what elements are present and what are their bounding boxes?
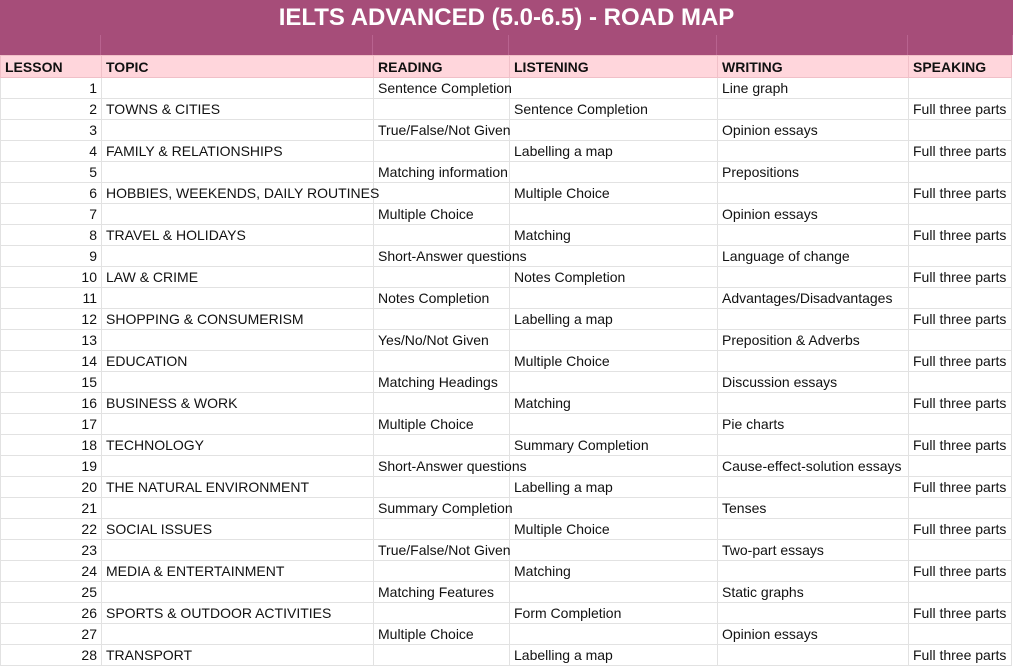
lesson-cell[interactable]: 15 [1,372,102,393]
listening-cell[interactable]: Matching [510,393,718,414]
writing-cell[interactable]: Opinion essays [718,120,909,141]
lesson-cell[interactable]: 19 [1,456,102,477]
band-cell[interactable] [373,35,509,55]
header-speaking[interactable]: SPEAKING [909,56,1012,78]
table-row [1,372,1012,393]
writing-cell[interactable] [718,561,909,582]
table-row [1,267,1012,288]
listening-cell[interactable]: Matching [510,561,718,582]
speaking-cell[interactable] [909,288,1012,309]
topic-cell[interactable]: TRANSPORT [102,645,374,666]
table-row [1,141,1012,162]
lesson-cell[interactable]: 17 [1,414,102,435]
topic-cell[interactable]: SPORTS & OUTDOOR ACTIVITIES [102,603,374,624]
band-cell[interactable] [908,35,1013,55]
speaking-cell[interactable] [909,540,1012,561]
topic-cell[interactable] [102,120,374,141]
topic-cell[interactable] [102,246,374,267]
speaking-cell[interactable]: Full three parts [909,141,1012,162]
table-row [1,435,1012,456]
lesson-cell[interactable]: 23 [1,540,102,561]
reading-cell[interactable]: True/False/Not Given [374,120,510,141]
listening-cell[interactable]: Form Completion [510,603,718,624]
speaking-cell[interactable] [909,78,1012,99]
table-row [1,78,1012,99]
reading-cell[interactable]: Short-Answer questions [374,456,510,477]
lesson-cell[interactable]: 25 [1,582,102,603]
lesson-cell[interactable]: 11 [1,288,102,309]
table-row [1,603,1012,624]
speaking-cell[interactable]: Full three parts [909,477,1012,498]
lesson-cell[interactable]: 6 [1,183,102,204]
lesson-cell[interactable]: 14 [1,351,102,372]
lesson-cell[interactable]: 9 [1,246,102,267]
listening-cell[interactable]: Labelling a map [510,645,718,666]
band-cell[interactable] [717,35,908,55]
table-row [1,540,1012,561]
reading-cell[interactable]: Summary Completion [374,498,510,519]
table-row [1,477,1012,498]
speaking-cell[interactable] [909,372,1012,393]
topic-cell[interactable]: SHOPPING & CONSUMERISM [102,309,374,330]
header-writing[interactable]: WRITING [718,56,909,78]
speaking-cell[interactable] [909,204,1012,225]
reading-cell[interactable]: Short-Answer questions [374,246,510,267]
lesson-cell[interactable]: 1 [1,78,102,99]
listening-cell[interactable] [510,540,718,561]
listening-cell[interactable] [510,330,718,351]
table-row [1,561,1012,582]
header-topic[interactable]: TOPIC [102,56,374,78]
table-row [1,288,1012,309]
topic-cell[interactable] [102,540,374,561]
reading-cell[interactable] [374,225,510,246]
lesson-cell[interactable]: 28 [1,645,102,666]
listening-cell[interactable]: Notes Completion [510,267,718,288]
topic-cell[interactable]: EDUCATION [102,351,374,372]
band-cell[interactable] [0,35,101,55]
listening-cell[interactable] [510,78,718,99]
writing-cell[interactable] [718,183,909,204]
lesson-cell[interactable]: 7 [1,204,102,225]
speaking-cell[interactable]: Full three parts [909,603,1012,624]
reading-cell[interactable] [374,435,510,456]
lesson-cell[interactable]: 22 [1,519,102,540]
topic-cell[interactable] [102,372,374,393]
writing-cell[interactable] [718,309,909,330]
table-row [1,204,1012,225]
lesson-cell[interactable]: 5 [1,162,102,183]
writing-cell[interactable] [718,603,909,624]
band-cell[interactable] [101,35,373,55]
topic-cell[interactable]: HOBBIES, WEEKENDS, DAILY ROUTINES [102,183,374,204]
reading-cell[interactable]: Sentence Completion [374,78,510,99]
speaking-cell[interactable]: Full three parts [909,435,1012,456]
writing-cell[interactable] [718,351,909,372]
reading-cell[interactable] [374,561,510,582]
speaking-cell[interactable]: Full three parts [909,183,1012,204]
reading-cell[interactable] [374,393,510,414]
reading-cell[interactable]: Notes Completion [374,288,510,309]
table-row [1,456,1012,477]
topic-cell[interactable] [102,414,374,435]
roadmap-table [0,55,1012,666]
table-row [1,330,1012,351]
writing-cell[interactable]: Opinion essays [718,204,909,225]
topic-cell[interactable]: LAW & CRIME [102,267,374,288]
topic-cell[interactable]: SOCIAL ISSUES [102,519,374,540]
writing-cell[interactable]: Tenses [718,498,909,519]
table-row [1,498,1012,519]
lesson-cell[interactable]: 13 [1,330,102,351]
lesson-cell[interactable]: 21 [1,498,102,519]
topic-cell[interactable] [102,288,374,309]
listening-cell[interactable]: Multiple Choice [510,351,718,372]
speaking-cell[interactable] [909,246,1012,267]
writing-cell[interactable] [718,225,909,246]
topic-cell[interactable] [102,204,374,225]
table-row [1,351,1012,372]
speaking-cell[interactable] [909,414,1012,435]
speaking-cell[interactable] [909,498,1012,519]
listening-cell[interactable]: Multiple Choice [510,183,718,204]
reading-cell[interactable]: Matching Headings [374,372,510,393]
band-cell[interactable] [509,35,717,55]
topic-cell[interactable] [102,456,374,477]
lesson-cell[interactable]: 20 [1,477,102,498]
reading-cell[interactable] [374,519,510,540]
table-row [1,414,1012,435]
speaking-cell[interactable] [909,582,1012,603]
writing-cell[interactable]: Prepositions [718,162,909,183]
table-row [1,246,1012,267]
topic-cell[interactable] [102,582,374,603]
writing-cell[interactable]: Line graph [718,78,909,99]
speaking-cell[interactable] [909,330,1012,351]
listening-cell[interactable] [510,456,718,477]
table-row [1,99,1012,120]
writing-cell[interactable]: Two-part essays [718,540,909,561]
reading-cell[interactable] [374,99,510,120]
listening-cell[interactable] [510,498,718,519]
listening-cell[interactable]: Labelling a map [510,309,718,330]
reading-cell[interactable]: Multiple Choice [374,204,510,225]
speaking-cell[interactable]: Full three parts [909,267,1012,288]
writing-cell[interactable]: Advantages/Disadvantages [718,288,909,309]
listening-cell[interactable]: Matching [510,225,718,246]
speaking-cell[interactable] [909,162,1012,183]
reading-cell[interactable] [374,309,510,330]
header-row [1,56,1012,78]
writing-cell[interactable]: Discussion essays [718,372,909,393]
lesson-cell[interactable]: 26 [1,603,102,624]
lesson-cell[interactable]: 4 [1,141,102,162]
lesson-cell[interactable]: 12 [1,309,102,330]
topic-cell[interactable] [102,78,374,99]
table-row [1,309,1012,330]
speaking-cell[interactable] [909,624,1012,645]
writing-cell[interactable]: Language of change [718,246,909,267]
header-listening[interactable]: LISTENING [510,56,718,78]
speaking-cell[interactable]: Full three parts [909,351,1012,372]
reading-cell[interactable] [374,183,510,204]
listening-cell[interactable] [510,624,718,645]
listening-cell[interactable] [510,372,718,393]
writing-cell[interactable] [718,393,909,414]
lesson-cell[interactable]: 24 [1,561,102,582]
table-row [1,645,1012,666]
writing-cell[interactable] [718,267,909,288]
speaking-cell[interactable]: Full three parts [909,393,1012,414]
listening-cell[interactable] [510,120,718,141]
topic-cell[interactable]: TRAVEL & HOLIDAYS [102,225,374,246]
listening-cell[interactable]: Labelling a map [510,141,718,162]
table-row [1,120,1012,141]
speaking-cell[interactable]: Full three parts [909,561,1012,582]
listening-cell[interactable] [510,246,718,267]
table-row [1,393,1012,414]
lesson-cell[interactable]: 27 [1,624,102,645]
writing-cell[interactable]: Preposition & Adverbs [718,330,909,351]
lesson-cell[interactable]: 3 [1,120,102,141]
speaking-cell[interactable]: Full three parts [909,309,1012,330]
writing-cell[interactable] [718,477,909,498]
listening-cell[interactable]: Summary Completion [510,435,718,456]
writing-cell[interactable] [718,99,909,120]
topic-cell[interactable]: MEDIA & ENTERTAINMENT [102,561,374,582]
topic-cell[interactable] [102,330,374,351]
topic-cell[interactable]: TOWNS & CITIES [102,99,374,120]
header-reading[interactable]: READING [374,56,510,78]
writing-cell[interactable] [718,519,909,540]
table-row [1,162,1012,183]
title-band [0,35,1013,55]
reading-cell[interactable]: Matching information [374,162,510,183]
reading-cell[interactable] [374,141,510,162]
writing-cell[interactable]: Pie charts [718,414,909,435]
listening-cell[interactable]: Sentence Completion [510,99,718,120]
topic-cell[interactable] [102,624,374,645]
lesson-cell[interactable]: 10 [1,267,102,288]
topic-cell[interactable] [102,498,374,519]
lesson-cell[interactable]: 16 [1,393,102,414]
table-row [1,624,1012,645]
writing-cell[interactable]: Opinion essays [718,624,909,645]
speaking-cell[interactable]: Full three parts [909,225,1012,246]
listening-cell[interactable] [510,414,718,435]
lesson-cell[interactable]: 2 [1,99,102,120]
speaking-cell[interactable]: Full three parts [909,99,1012,120]
listening-cell[interactable]: Labelling a map [510,477,718,498]
sheet-title[interactable]: IELTS ADVANCED (5.0-6.5) - ROAD MAP [0,0,1013,36]
lesson-cell[interactable]: 18 [1,435,102,456]
writing-cell[interactable] [718,435,909,456]
topic-cell[interactable]: THE NATURAL ENVIRONMENT [102,477,374,498]
listening-cell[interactable] [510,204,718,225]
table-row [1,225,1012,246]
table-row [1,582,1012,603]
speaking-cell[interactable]: Full three parts [909,519,1012,540]
topic-cell[interactable] [102,162,374,183]
reading-cell[interactable]: Yes/No/Not Given [374,330,510,351]
listening-cell[interactable]: Multiple Choice [510,519,718,540]
topic-cell[interactable]: TECHNOLOGY [102,435,374,456]
reading-cell[interactable]: Matching Features [374,582,510,603]
reading-cell[interactable] [374,351,510,372]
writing-cell[interactable]: Static graphs [718,582,909,603]
table-row [1,519,1012,540]
reading-cell[interactable]: Multiple Choice [374,624,510,645]
reading-cell[interactable] [374,267,510,288]
reading-cell[interactable] [374,645,510,666]
speaking-cell[interactable]: Full three parts [909,645,1012,666]
reading-cell[interactable]: Multiple Choice [374,414,510,435]
reading-cell[interactable] [374,603,510,624]
speaking-cell[interactable] [909,120,1012,141]
header-lesson[interactable]: LESSON [1,56,102,78]
writing-cell[interactable] [718,141,909,162]
listening-cell[interactable] [510,582,718,603]
reading-cell[interactable] [374,477,510,498]
writing-cell[interactable]: Cause-effect-solution essays [718,456,909,477]
listening-cell[interactable] [510,288,718,309]
topic-cell[interactable]: FAMILY & RELATIONSHIPS [102,141,374,162]
table-row [1,183,1012,204]
speaking-cell[interactable] [909,456,1012,477]
topic-cell[interactable]: BUSINESS & WORK [102,393,374,414]
reading-cell[interactable]: True/False/Not Given [374,540,510,561]
lesson-cell[interactable]: 8 [1,225,102,246]
writing-cell[interactable] [718,645,909,666]
listening-cell[interactable] [510,162,718,183]
